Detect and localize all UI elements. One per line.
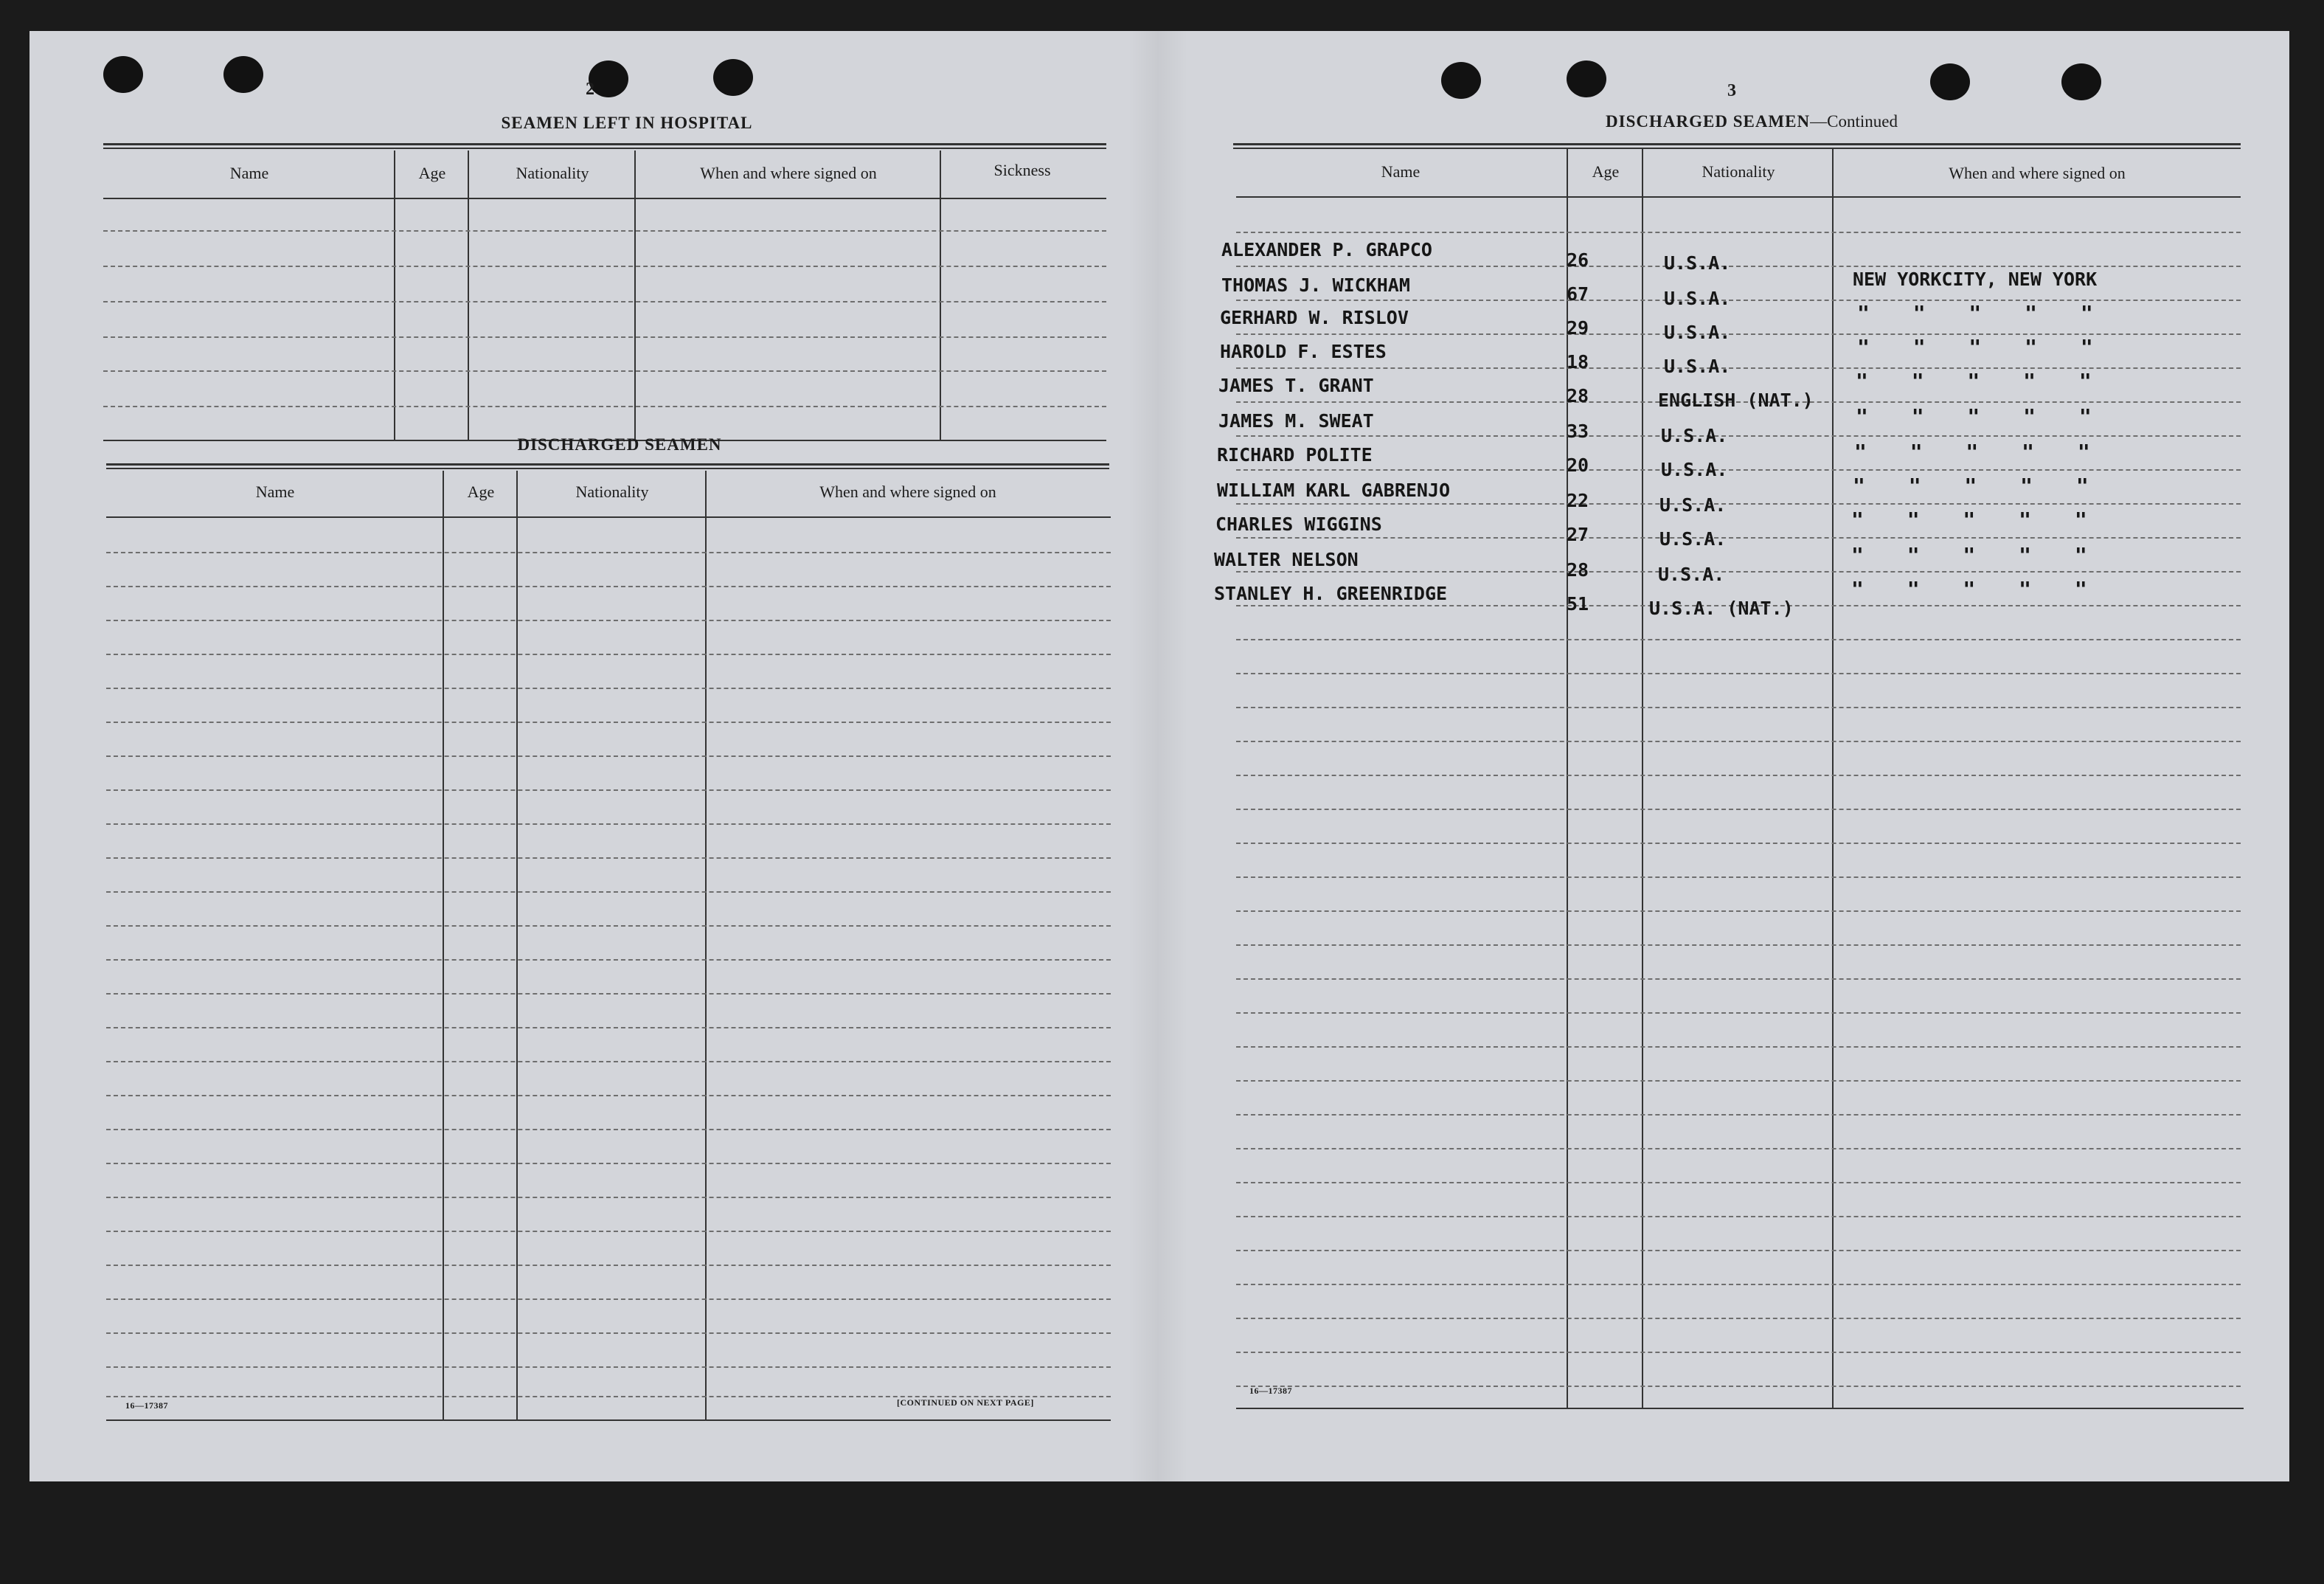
- page-fold: [1128, 31, 1187, 1481]
- seaman-name: JAMES M. SWEAT: [1218, 410, 1374, 432]
- seaman-name: THOMAS J. WICKHAM: [1221, 274, 1410, 296]
- form-number-left: 16—17387: [125, 1400, 168, 1411]
- seaman-name: JAMES T. GRANT: [1218, 375, 1374, 396]
- hospital-row-line: [103, 336, 1106, 338]
- discharged-row-line: [106, 1197, 1111, 1198]
- discharged-row-line: [106, 586, 1111, 587]
- discharged-bottom-rule: [106, 1419, 1111, 1421]
- seaman-name: WALTER NELSON: [1214, 549, 1359, 570]
- discharged-row-line: [106, 722, 1111, 723]
- right-row-line: [1236, 266, 2241, 267]
- discharged-row-line: [106, 1298, 1111, 1300]
- right-col-name: Name: [1381, 162, 1421, 181]
- right-row-line: [1236, 1114, 2241, 1116]
- right-row-line: [1236, 843, 2241, 844]
- seaman-nationality: U.S.A.: [1661, 459, 1728, 480]
- discharged-row-line: [106, 891, 1111, 893]
- right-row-line: [1236, 741, 2241, 742]
- right-row-line: [1236, 1080, 2241, 1082]
- seaman-nationality: U.S.A.: [1664, 252, 1731, 274]
- seaman-name: CHARLES WIGGINS: [1215, 513, 1382, 535]
- right-row-line: [1236, 707, 2241, 708]
- right-row-line: [1236, 1284, 2241, 1285]
- punch-hole: [103, 56, 143, 93]
- right-row-line: [1236, 1352, 2241, 1353]
- discharged-continued-title: [1556, 112, 1947, 131]
- punch-hole: [1441, 62, 1481, 99]
- hospital-header-rule: [103, 198, 1106, 199]
- discharged-col-name: Name: [255, 483, 295, 501]
- right-row-line: [1236, 876, 2241, 878]
- right-row-line: [1236, 469, 2241, 471]
- page-number-left: 2: [586, 80, 594, 99]
- hospital-col-divider: [940, 151, 941, 441]
- seaman-signed-on-ditto: " " " " ": [1854, 440, 2090, 464]
- seaman-signed-on-ditto: " " " " ": [1851, 577, 2087, 601]
- hospital-row-line: [103, 301, 1106, 302]
- right-row-line: [1236, 537, 2241, 539]
- discharged-header-rule: [106, 516, 1111, 518]
- punch-hole: [2061, 63, 2101, 100]
- seaman-age: 67: [1567, 283, 1589, 305]
- right-row-line: [1236, 1182, 2241, 1183]
- discharged-row-line: [106, 1027, 1111, 1028]
- right-row-line: [1236, 1318, 2241, 1319]
- discharged-row-line: [106, 620, 1111, 621]
- right-row-line: [1236, 571, 2241, 573]
- right-bottom-rule: [1236, 1408, 2244, 1409]
- seaman-nationality: U.S.A. (NAT.): [1649, 598, 1794, 619]
- discharged-col-signed-on: When and where signed on: [819, 483, 996, 501]
- seaman-signed-on-ditto: " " " " ": [1857, 335, 2093, 359]
- right-table-top-rule: [1233, 143, 2241, 149]
- right-row-line: [1236, 503, 2241, 505]
- discharged-col-nationality: Nationality: [575, 483, 649, 501]
- hospital-row-line: [103, 370, 1106, 372]
- discharged-row-line: [106, 993, 1111, 995]
- discharged-continued-suffix: —Continued: [1810, 112, 1898, 131]
- discharged-row-line: [106, 1332, 1111, 1334]
- seaman-age: 28: [1567, 559, 1589, 581]
- hospital-col-age: Age: [418, 164, 446, 182]
- right-row-line: [1236, 1012, 2241, 1014]
- seaman-nationality: ENGLISH (NAT.): [1658, 390, 1814, 411]
- seaman-nationality: U.S.A.: [1664, 322, 1731, 343]
- hospital-col-divider: [634, 151, 636, 441]
- hospital-col-divider: [468, 151, 469, 441]
- punch-hole: [713, 59, 753, 96]
- seaman-signed-on-ditto: " " " " ": [1853, 474, 2089, 498]
- seaman-name: WILLIAM KARL GABRENJO: [1217, 480, 1451, 501]
- right-row-line: [1236, 775, 2241, 776]
- right-col-divider: [1642, 149, 1643, 1409]
- discharged-row-line: [106, 1231, 1111, 1232]
- right-row-line: [1236, 809, 2241, 810]
- discharged-row-line: [106, 959, 1111, 961]
- seaman-name: ALEXANDER P. GRAPCO: [1221, 239, 1432, 260]
- discharged-col-divider: [443, 471, 444, 1421]
- seaman-age: 33: [1567, 421, 1589, 442]
- hospital-col-nationality: Nationality: [516, 164, 589, 182]
- hospital-col-divider: [394, 151, 395, 441]
- right-header-rule: [1236, 196, 2241, 198]
- hospital-row-line: [103, 266, 1106, 267]
- punch-hole: [1930, 63, 1970, 100]
- discharged-col-divider: [705, 471, 707, 1421]
- hospital-section-title: SEAMEN LEFT IN HOSPITAL: [501, 114, 753, 132]
- document-sheet: [30, 31, 2289, 1481]
- seaman-signed-on: NEW YORKCITY, NEW YORK: [1853, 269, 2098, 290]
- seaman-age: 22: [1567, 490, 1589, 511]
- seaman-nationality: U.S.A.: [1659, 494, 1727, 516]
- discharged-row-line: [106, 654, 1111, 655]
- hospital-col-name: Name: [229, 164, 269, 182]
- discharged-col-divider: [516, 471, 518, 1421]
- right-col-divider: [1832, 149, 1834, 1409]
- hospital-table-top-rule: [103, 143, 1106, 149]
- discharged-row-line: [106, 789, 1111, 791]
- seaman-nationality: U.S.A.: [1661, 425, 1728, 446]
- right-row-line: [1236, 639, 2241, 640]
- right-col-age: Age: [1592, 162, 1620, 181]
- form-number-right: 16—17387: [1249, 1386, 1292, 1396]
- right-row-line: [1236, 910, 2241, 912]
- discharged-row-line: [106, 1129, 1111, 1130]
- hospital-row-line: [103, 230, 1106, 232]
- discharged-row-line: [106, 552, 1111, 553]
- right-row-line: [1236, 1046, 2241, 1048]
- discharged-col-age: Age: [467, 483, 495, 501]
- discharged-row-line: [106, 755, 1111, 757]
- right-row-line: [1236, 435, 2241, 437]
- right-row-line: [1236, 1216, 2241, 1217]
- page-number-right: 3: [1727, 81, 1736, 100]
- discharged-row-line: [106, 688, 1111, 689]
- seaman-age: 27: [1567, 524, 1589, 545]
- discharged-continued-title-main: DISCHARGED SEAMEN: [1606, 112, 1811, 131]
- discharged-row-line: [106, 857, 1111, 859]
- right-row-line: [1236, 978, 2241, 980]
- punch-hole: [1567, 60, 1606, 97]
- hospital-col-sickness: Sickness: [993, 161, 1051, 179]
- punch-hole: [589, 60, 628, 97]
- seaman-signed-on-ditto: " " " " ": [1851, 508, 2087, 532]
- discharged-row-line: [106, 1061, 1111, 1062]
- continued-note: [CONTINUED ON NEXT PAGE]: [897, 1397, 1034, 1408]
- seaman-signed-on-ditto: " " " " ": [1857, 301, 2093, 325]
- discharged-row-line: [106, 1163, 1111, 1164]
- discharged-row-line: [106, 1265, 1111, 1266]
- discharged-row-line: [106, 1095, 1111, 1096]
- right-row-line: [1236, 1386, 2241, 1387]
- seaman-nationality: U.S.A.: [1664, 356, 1731, 377]
- seaman-nationality: U.S.A.: [1664, 288, 1731, 309]
- discharged-row-line: [106, 823, 1111, 825]
- seaman-age: 18: [1567, 351, 1589, 373]
- seaman-nationality: U.S.A.: [1658, 564, 1725, 585]
- right-row-line: [1236, 232, 2241, 233]
- seaman-signed-on-ditto: " " " " ": [1856, 404, 2092, 429]
- right-row-line: [1236, 944, 2241, 946]
- seaman-name: HAROLD F. ESTES: [1220, 341, 1387, 362]
- seaman-age: 26: [1567, 249, 1589, 271]
- discharged-row-line: [106, 1366, 1111, 1368]
- hospital-row-line: [103, 406, 1106, 407]
- right-row-line: [1236, 1250, 2241, 1251]
- seaman-signed-on-ditto: " " " " ": [1851, 543, 2087, 567]
- seaman-name: RICHARD POLITE: [1217, 444, 1373, 466]
- discharged-row-line: [106, 925, 1111, 927]
- right-col-nationality: Nationality: [1702, 162, 1775, 181]
- seaman-age: 29: [1567, 317, 1589, 339]
- right-col-signed-on: When and where signed on: [1949, 164, 2126, 182]
- right-row-line: [1236, 673, 2241, 674]
- seaman-name: GERHARD W. RISLOV: [1220, 307, 1409, 328]
- seaman-signed-on-ditto: " " " " ": [1856, 369, 2092, 393]
- seaman-age: 20: [1567, 454, 1589, 476]
- seaman-age: 51: [1567, 593, 1589, 615]
- seaman-nationality: U.S.A.: [1659, 528, 1727, 550]
- discharged-section-title: DISCHARGED SEAMEN: [517, 435, 722, 454]
- discharged-table-top-rule: [106, 463, 1109, 469]
- hospital-col-signed-on: When and where signed on: [700, 164, 877, 182]
- right-row-line: [1236, 1148, 2241, 1149]
- seaman-age: 28: [1567, 385, 1589, 407]
- seaman-name: STANLEY H. GREENRIDGE: [1214, 583, 1448, 604]
- punch-hole: [223, 56, 263, 93]
